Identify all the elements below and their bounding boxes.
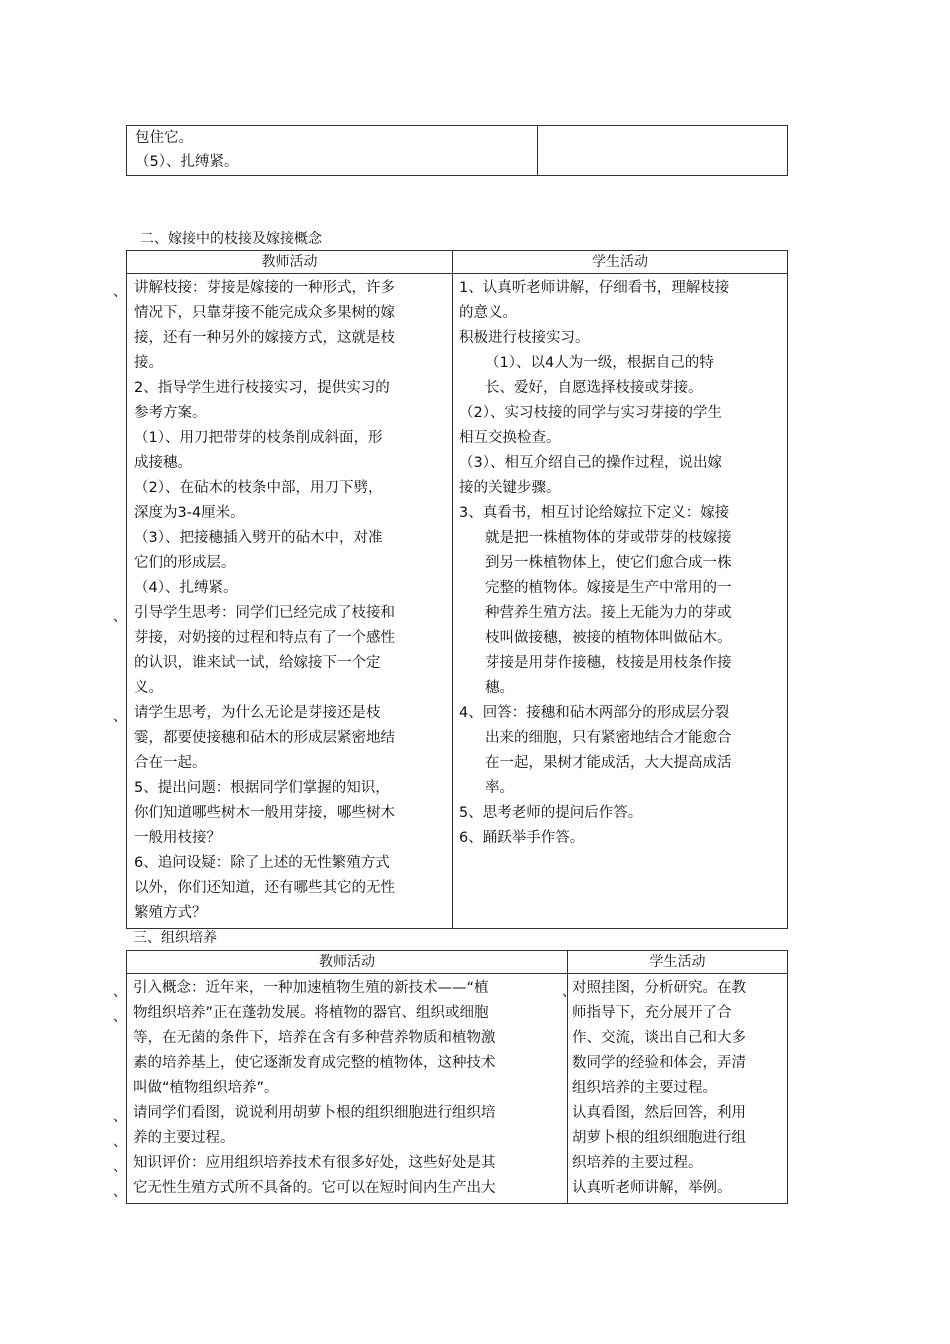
continuation-student-cell (538, 126, 788, 176)
text-line: 就是把一株植物体的芽或带芽的枝嫁接 (485, 530, 732, 546)
text-line: （1）、用刀把带芽的枝条削成斜面，形 (134, 430, 383, 446)
teacher-activity-cell (127, 274, 453, 929)
text-line: 引入概念：近年来，一种加速植物生殖的新技术——“植 (133, 980, 489, 996)
text-line: 一般用枝接？ (134, 830, 221, 846)
text-line: 胡萝卜根的组织细胞进行组 (572, 1130, 746, 1146)
teacher-activity-header: 教师活动 (127, 951, 568, 974)
table-tissue-culture (126, 950, 788, 1204)
student-activity-header: 学生活动 (453, 251, 788, 274)
text-line: 素的培养基上，使它逐渐发育成完整的植物体，这种技术 (133, 1055, 496, 1071)
list-bullet: 、 (113, 709, 127, 725)
text-line: 2、指导学生进行枝接实习，提供实习的 (134, 380, 390, 396)
text-line: （2）、实习枝接的同学与实习芽接的学生 (459, 405, 722, 421)
student-activity-header: 学生活动 (568, 951, 788, 974)
text-line: 完整的植物体。嫁接是生产中常用的一 (485, 580, 732, 596)
text-line: 的意义。 (459, 305, 517, 321)
text-line: 师指导下，充分展开了合 (572, 1005, 732, 1021)
text-line: 知识评价：应用组织培养技术有很多好处，这些好处是其 (133, 1155, 496, 1171)
list-bullet: 、 (113, 1134, 127, 1150)
text-line: 的认识，谁来试一试，给嫁接下一个定 (134, 655, 381, 671)
list-bullet: 、 (113, 1184, 127, 1200)
text-line: （3）、相互介绍自己的操作过程，说出嫁 (459, 455, 722, 471)
text-line: 芽接，对奶接的过程和特点有了一个感性 (134, 630, 395, 646)
list-bullet: 、 (113, 284, 127, 300)
text-line: 3、真看书，相互讨论给嫁拉下定义：嫁接 (459, 505, 730, 521)
text-line: 请学生思考，为什么无论是芽接还是枝 (134, 705, 381, 721)
list-bullet: 、 (113, 609, 127, 625)
text-line: 讲解枝接：芽接是嫁接的一种形式，许多 (134, 280, 395, 296)
text-line: 认真听老师讲解，举例。 (572, 1180, 732, 1196)
text-line: 繁殖方式？ (134, 905, 207, 921)
table-continuation (126, 125, 788, 176)
text-line: （5）、扎缚紧。 (135, 154, 239, 170)
text-line: 参考方案。 (134, 405, 207, 421)
text-line: 深度为3-4厘米。 (134, 505, 245, 521)
text-line: （2）、在砧木的枝条中部，用刀下劈， (134, 480, 383, 496)
text-line: 到另一株植物体上，使它们愈合成一株 (485, 555, 732, 571)
text-line: 物组织培养”正在蓬勃发展。将植物的器官、组织或细胞 (133, 1005, 489, 1021)
student-activity-cell (568, 974, 788, 1204)
text-line: 养的主要过程。 (133, 1130, 235, 1146)
text-line: 织培养的主要过程。 (572, 1155, 703, 1171)
text-line: 积极进行枝接实习。 (459, 330, 590, 346)
text-line: 芽接是用芽作接穗，枝接是用枝条作接 (485, 655, 732, 671)
text-line: 出来的细胞，只有紧密地结合才能愈合 (485, 730, 732, 746)
text-line: 接。 (134, 355, 163, 371)
list-bullet: 、 (113, 1109, 127, 1125)
text-line: 等，在无菌的条件下，培养在含有多种营养物质和植物激 (133, 1030, 496, 1046)
text-line: 数同学的经验和体会，弄清 (572, 1055, 746, 1071)
list-bullet: 、 (113, 1159, 127, 1175)
text-line: 请同学们看图，说说利用胡萝卜根的组织细胞进行组织培 (133, 1105, 496, 1121)
text-line: 枝叫做接穗，被接的植物体叫做砧木。 (485, 630, 732, 646)
text-line: 率。 (485, 780, 514, 796)
text-line: 情况下，只靠芽接不能完成众多果树的嫁 (134, 305, 395, 321)
text-line: 长、爱好，自愿选择枝接或芽接。 (485, 380, 703, 396)
text-line: 作、交流，谈出自己和大多 (572, 1030, 746, 1046)
text-line: 合在一起。 (134, 755, 207, 771)
text-line: 接，还有一种另外的嫁接方式，这就是枝 (134, 330, 395, 346)
list-bullet: 、 (562, 984, 576, 1000)
text-line: 成接穗。 (134, 455, 192, 471)
text-line: （4）、扎缚紧。 (134, 580, 238, 596)
list-bullet: 、 (113, 984, 127, 1000)
text-line: 对照挂图，分析研究。在教 (572, 980, 746, 996)
teacher-activity-header: 教师活动 (127, 251, 453, 274)
continuation-teacher-cell (127, 126, 538, 176)
section-2-heading: 二、嫁接中的枝接及嫁接概念 (140, 231, 322, 247)
text-line: （1）、以4人为一级，根据自己的特 (485, 355, 714, 371)
text-line: 1、认真听老师讲解，仔细看书，理解枝接 (459, 280, 730, 296)
text-line: 义。 (134, 680, 163, 696)
text-line: 霎，都要使接穗和砧木的形成层紧密地结 (134, 730, 395, 746)
table-grafting (126, 250, 788, 929)
text-line: 在一起，果树才能成活，大大提高成活 (485, 755, 732, 771)
text-line: 5、思考老师的提问后作答。 (459, 805, 643, 821)
teacher-activity-cell (127, 974, 568, 1204)
section-3-heading: 三、组织培养 (133, 930, 217, 946)
text-line: 接的关键步骤。 (459, 480, 561, 496)
text-line: 引导学生思考：同学们已经完成了枝接和 (134, 605, 395, 621)
text-line: 你们知道哪些树木一般用芽接，哪些树木 (134, 805, 395, 821)
text-line: 4、回答：接穗和砧木两部分的形成层分裂 (459, 705, 730, 721)
text-line: 相互交换检查。 (459, 430, 561, 446)
text-line: 认真看图，然后回答，利用 (572, 1105, 746, 1121)
text-line: 穗。 (485, 680, 514, 696)
text-line: 种营养生殖方法。接上无能为力的芽或 (485, 605, 732, 621)
text-line: 组织培养的主要过程。 (572, 1080, 717, 1096)
text-line: 5、提出问题：根据同学们掌握的知识， (134, 780, 390, 796)
text-line: 包住它。 (135, 130, 193, 146)
student-activity-cell (453, 274, 788, 929)
text-line: 它们的形成层。 (134, 555, 236, 571)
list-bullet: 、 (113, 1009, 127, 1025)
text-line: 6、追问设疑：除了上述的无性繁殖方式 (134, 855, 390, 871)
text-line: 叫做“植物组织培养”。 (133, 1080, 279, 1096)
text-line: 它无性生殖方式所不具备的。它可以在短时间内生产出大 (133, 1180, 496, 1196)
text-line: （3）、把接穗插入劈开的砧木中，对准 (134, 530, 383, 546)
text-line: 以外，你们还知道，还有哪些其它的无性 (134, 880, 395, 896)
text-line: 6、踊跃举手作答。 (459, 830, 585, 846)
